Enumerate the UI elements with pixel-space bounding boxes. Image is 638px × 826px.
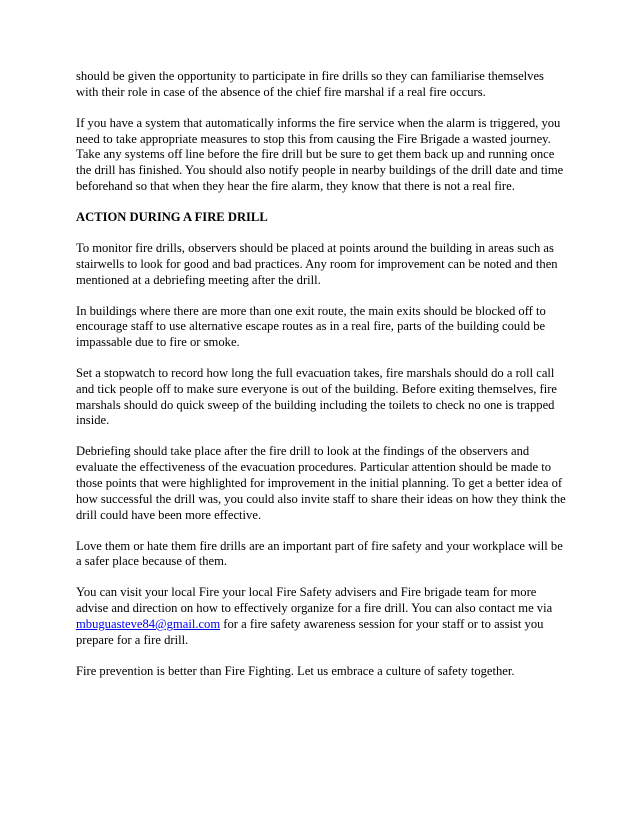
paragraph-stopwatch-roll-call: Set a stopwatch to record how long the full evacuation takes, fire marshals should do a roll call and tick people off to make sure everyone is out of the building. Before exiting themselves, fire marshals should do quick sweep of the building including the toilets to check no one is trapped inside. (76, 366, 557, 428)
paragraph-alarm-system: If you have a system that automatically informs the fire service when the alarm is triggered, you need to take appropriate measures to stop this from causing the Fire Brigade a wasted journey. Take any systems off line before the fire drill but be sure to get them back up and running once the drill has finished. You should also notify people in nearby buildings of the drill date and time beforehand so that when they hear the fire alarm, they know that there is not a real fire. (76, 115, 564, 193)
contact-text-before: You can visit your local Fire your local Fire Safety advisers and Fire brigade team for more advise and direction on how to effectively organize for a fire drill. You can also contact me via (76, 585, 553, 616)
paragraph-exit-routes: In buildings where there are more than one exit route, the main exits should be blocked off to encourage staff to use alternative escape routes as in a real fire, parts of the building could be impassable due to fire or smoke. (76, 303, 546, 350)
section-heading-action-during-fire-drill: ACTION DURING A FIRE DRILL (76, 209, 268, 224)
paragraph-observers: To monitor fire drills, observers should be placed at points around the building in areas such as stairwells to look for good and bad practices. Any room for improvement can be noted and then mentioned at a debriefing meeting after the drill. (76, 240, 558, 287)
paragraph-fire-marshal-role: should be given the opportunity to participate in fire drills so they can familiarise themselves with their role in case of the absence of the chief fire marshal if a real fire occurs. (76, 69, 544, 99)
contact-text-after: for a fire safety awareness session for your staff or to assist you prepare for a fire drill. (76, 617, 544, 647)
document-page (76, 69, 566, 695)
paragraph-closing: Fire prevention is better than Fire Fighting. Let us embrace a culture of safety together. (76, 663, 515, 678)
paragraph-contact (76, 585, 566, 648)
paragraph-debriefing: Debriefing should take place after the fire drill to look at the findings of the observers and evaluate the effectiveness of the evacuation procedures. Particular attention should be made to those points that were highlighted for improvement in the initial planning. To get a better idea of how successful the drill was, you could also invite staff to share their ideas on how they think the drill could have been more effective. (76, 444, 566, 522)
paragraph-love-or-hate: Love them or hate them fire drills are an important part of fire safety and your workplace will be a safer place because of them. (76, 538, 563, 569)
email-link[interactable]: mbuguasteve84@gmail.com (76, 617, 221, 632)
